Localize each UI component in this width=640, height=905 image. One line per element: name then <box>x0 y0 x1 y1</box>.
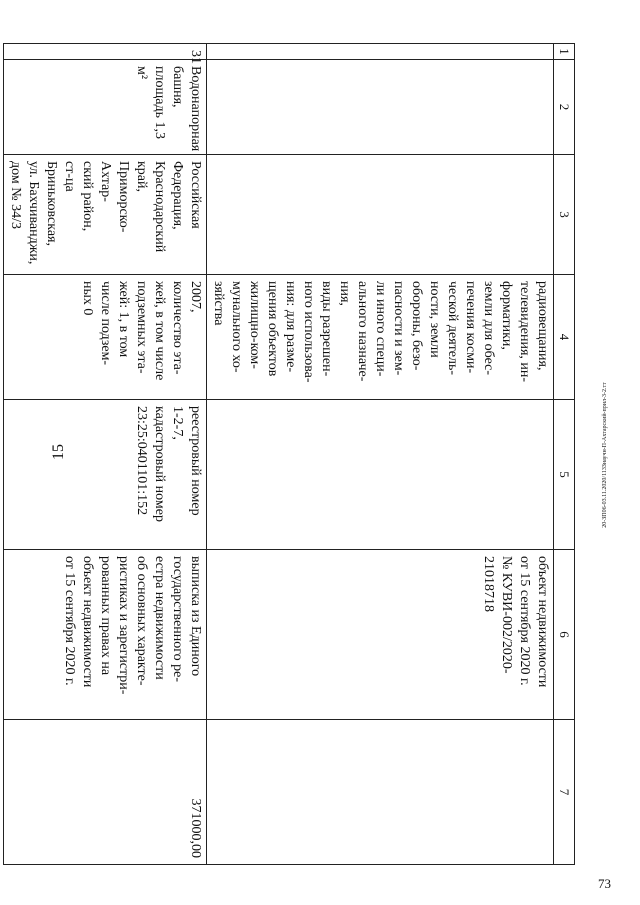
page-number-top: 15 <box>50 444 67 460</box>
row-number-cell: 31 <box>4 44 207 60</box>
document-cell: объект недвижимости от 15 сентября 2020 г. № КУВИ-002/2020- 21018718 <box>207 550 554 720</box>
header-cell: 5 <box>554 400 575 550</box>
table-cell <box>207 44 554 60</box>
table-cell <box>207 155 554 275</box>
header-cell: 3 <box>554 155 575 275</box>
page-number-bottom: 73 <box>598 876 611 891</box>
property-table <box>3 43 575 865</box>
registry-number-cell: реестровый номер 1-2-7, кадастровый номер 23:25:0401101:152 <box>4 400 207 550</box>
header-cell: 6 <box>554 550 575 720</box>
header-cell: 1 <box>554 44 575 60</box>
header-cell: 2 <box>554 60 575 155</box>
table-cell <box>207 60 554 155</box>
value-cell: 371000,00 <box>4 720 207 865</box>
object-name-cell: Водонапорная башня, площадь 1,3 м² <box>4 60 207 155</box>
table-row-31 <box>4 44 207 865</box>
footer-code: 20-ЗП06-03.11.2020/113Знаучн-П-Ахтарский-прил-3-2.тт <box>602 382 608 528</box>
address-cell: Российская Федерация, Краснодарский край, Приморско-Ахтар- ский район, ст-ца Бриньковская, ул. Бахчиванджи, дом № 34/3 <box>4 155 207 275</box>
characteristics-cell: 2007, количество эта- жей, в том числе подземных эта- жей: 1, в том числе подзем- ных 0 <box>4 275 207 400</box>
table-cell <box>207 400 554 550</box>
header-cell: 4 <box>554 275 575 400</box>
header-cell: 7 <box>554 720 575 865</box>
table-row-continuation <box>207 44 554 865</box>
document-cell: выписка из Единого государственного ре- естра недвижимости об основных характе- ристиках и зарегистри- рованных правах на объект недвижимости от 15 сентября 2020 г. <box>4 550 207 720</box>
table-cell <box>207 720 554 865</box>
header-row <box>554 44 575 865</box>
land-category-cell: радиовещания, телевидения, ин- форматики, земли для обес- печения косми- ческой деятель- ности, земли обороны, безо- пасности и зем- ли иного специ- ального назначе- ния, виды разрешен- ного использова- ния: для разме- щения объектов жилищно-ком- мунального хо- зяйства <box>207 275 554 400</box>
rotated-table-container <box>8 43 575 864</box>
